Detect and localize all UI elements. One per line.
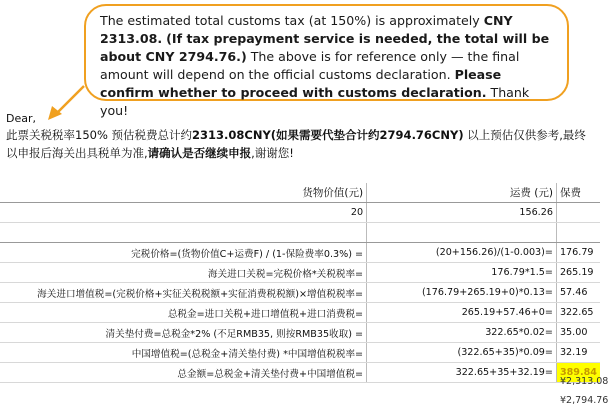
header-freight: 运费 (元) [367,183,557,203]
row-result: 322.65 [556,303,600,323]
row-label: 中国增值税=(总税金+清关垫付费) *中国增值税税率= [0,343,367,363]
row-label: 海关进口增值税=(完税价格+实征关税税额+实征消费税税额)×增值税税率= [0,283,367,303]
row-formula: 322.65*0.02= [367,323,557,343]
callout-prepay-note: (If tax prepayment service is needed, the total will be about CNY 2794.76.) [100,31,550,64]
header-goods-value: 货物价值(元) [0,183,367,203]
table-row [0,283,600,303]
callout-text-2: The above is for reference only — the final amount will depend on the official customs declaration. [100,49,520,82]
row-label: 完税价格=(货物价值C+运费F) / (1-保险费率0.3%) = [0,243,367,263]
total-result-highlight: 389.84 [556,363,600,383]
row-formula: (322.65+35)*0.09= [367,343,557,363]
header-insurance: 保费 [556,183,600,203]
insurance-value [556,203,600,223]
row-formula: 322.65+35+32.19= [367,363,557,383]
table-header-row [0,183,600,203]
table-row [0,263,600,283]
row-label: 总税金=进口关税+进口增值税+进口消费税= [0,303,367,323]
table-row [0,323,600,343]
email-greeting: Dear, [6,112,36,125]
row-formula: (20+156.26)/(1-0.003)= [367,243,557,263]
tail-total-tax: ¥2,313.08 [560,376,608,387]
row-result: 32.19 [556,343,600,363]
cn-total-amount: 2313.08CNY(如果需要代垫合计约2794.76CNY) [192,128,464,142]
tail-total-prepay: ¥2,794.76 [560,395,608,406]
table-row [0,343,600,363]
row-label: 清关垫付费=总税金*2% (不足RMB35, 则按RMB35收取) = [0,323,367,343]
row-label: 总金额=总税金+清关垫付费+中国增值税= [0,363,367,383]
cn-text-1: 此票关税税率150% 预估税费总计约 [6,128,193,142]
table-row [0,243,600,263]
goods-value: 20 [0,203,367,223]
table-spacer-row [0,223,600,243]
row-result: 57.46 [556,283,600,303]
email-body-chinese [6,126,596,162]
callout-confirm-request: Please confirm whether to proceed with customs declaration. [100,67,502,100]
cn-confirm-request: 请确认是否继续申报 [147,146,252,160]
row-result: 35.00 [556,323,600,343]
translation-callout [84,4,569,118]
callout-text-1: The estimated total customs tax (at 150%) is approximately [100,13,484,28]
table-row [0,303,600,323]
callout-thanks: Thank you! [100,85,530,118]
tax-calculation-table [0,183,600,383]
row-formula: 265.19+57.46+0= [367,303,557,323]
freight-value: 156.26 [367,203,557,223]
row-formula: 176.79*1.5= [367,263,557,283]
row-result: 176.79 [556,243,600,263]
table-row-total [0,363,600,383]
callout-total-amount: CNY 2313.08. [100,13,513,46]
cn-thanks: ,谢谢您! [251,146,294,160]
table-values-row [0,203,600,223]
row-formula: (176.79+265.19+0)*0.13= [367,283,557,303]
row-result: 265.19 [556,263,600,283]
cn-text-2: 以上预估仅供参考,最终以申报后海关出具税单为准, [6,128,586,160]
row-label: 海关进口关税=完税价格*关税税率= [0,263,367,283]
